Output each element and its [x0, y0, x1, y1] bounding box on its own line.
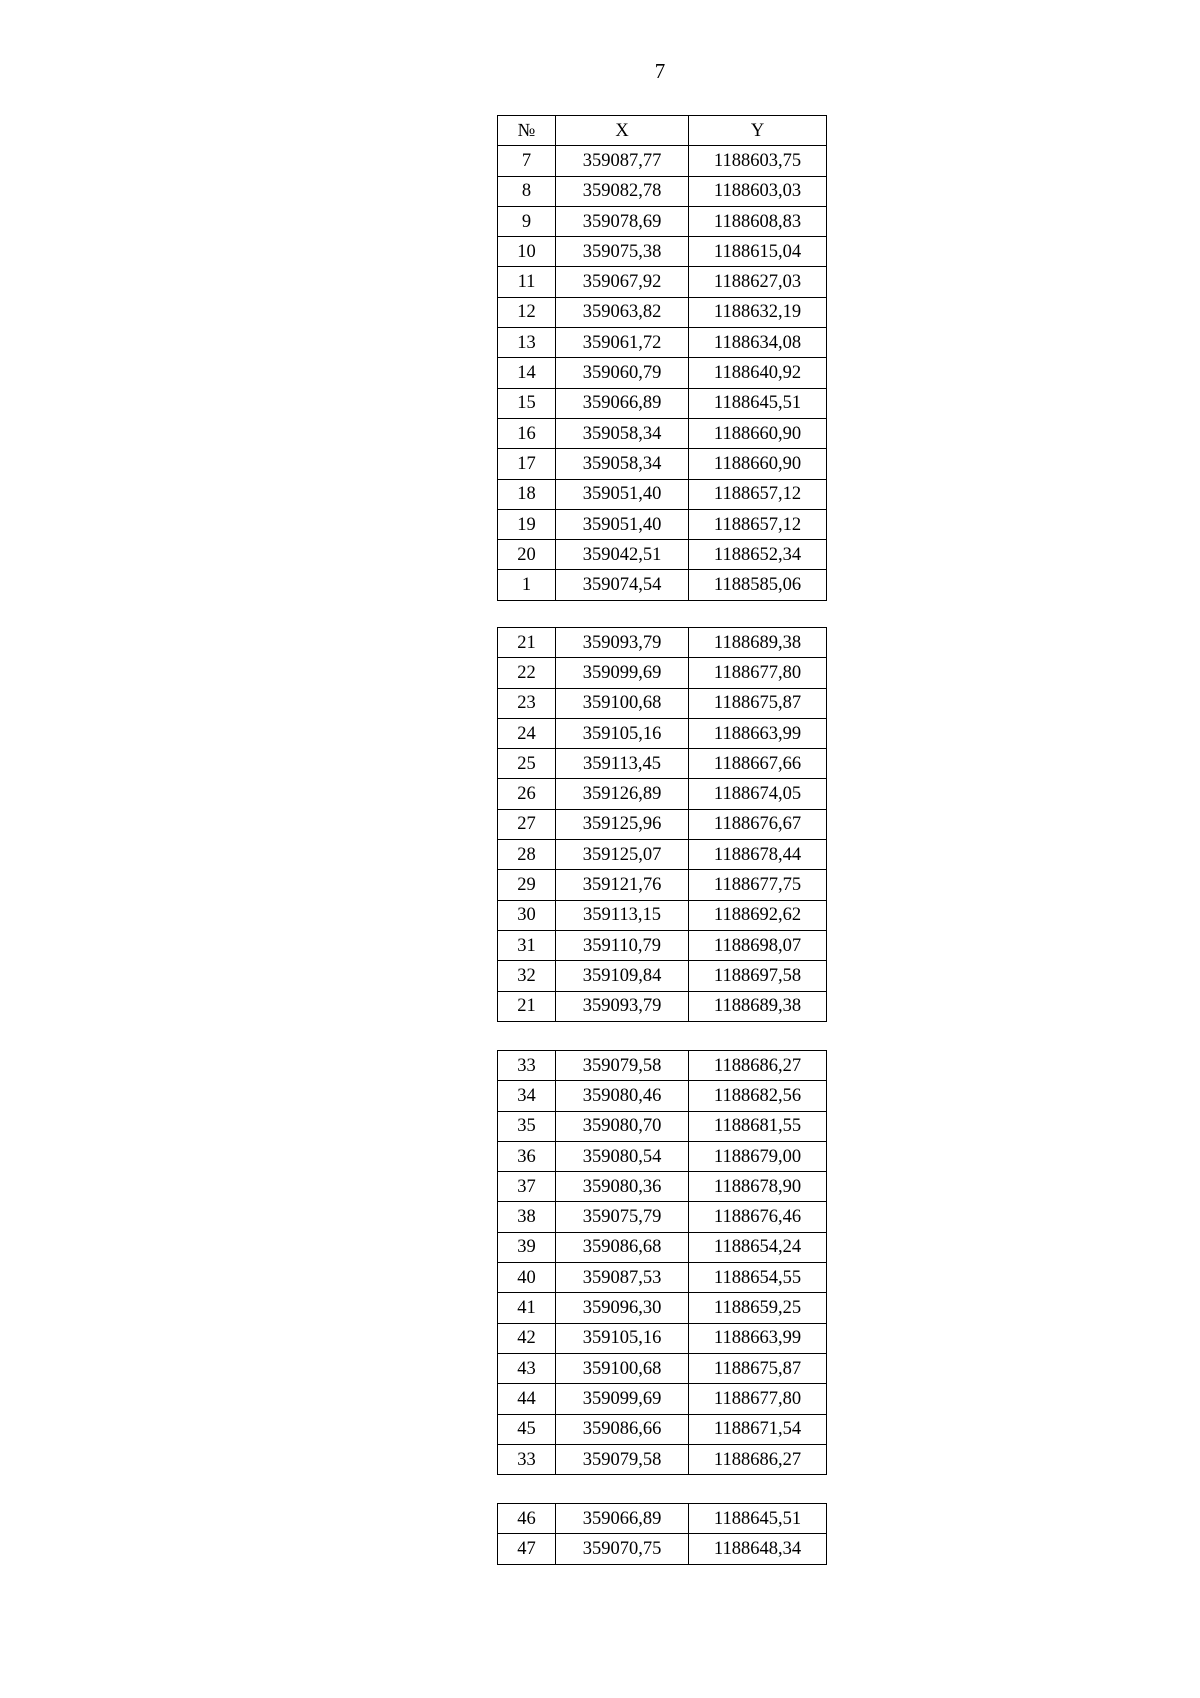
y-coordinate-cell: 1188615,04 [689, 237, 827, 267]
coordinates-table-4 [497, 1503, 827, 1565]
x-coordinate-cell: 359058,34 [556, 418, 689, 448]
x-coordinate-cell: 359087,77 [556, 146, 689, 176]
table-row [498, 297, 827, 327]
y-coordinate-cell: 1188627,03 [689, 267, 827, 297]
x-coordinate-cell: 359093,79 [556, 991, 689, 1021]
y-coordinate-cell: 1188677,80 [689, 658, 827, 688]
point-number-cell: 33 [498, 1444, 556, 1474]
x-coordinate-cell: 359066,89 [556, 388, 689, 418]
y-coordinate-cell: 1188677,80 [689, 1384, 827, 1414]
table-row [498, 900, 827, 930]
x-coordinate-cell: 359109,84 [556, 961, 689, 991]
y-coordinate-cell: 1188681,55 [689, 1111, 827, 1141]
point-number-cell: 38 [498, 1202, 556, 1232]
header-x: X [556, 116, 689, 146]
x-coordinate-cell: 359099,69 [556, 1384, 689, 1414]
table-row [498, 540, 827, 570]
table-row [498, 1051, 827, 1081]
x-coordinate-cell: 359075,79 [556, 1202, 689, 1232]
y-coordinate-cell: 1188682,56 [689, 1081, 827, 1111]
x-coordinate-cell: 359063,82 [556, 297, 689, 327]
point-number-cell: 14 [498, 358, 556, 388]
x-coordinate-cell: 359126,89 [556, 779, 689, 809]
table-row [498, 718, 827, 748]
x-coordinate-cell: 359067,92 [556, 267, 689, 297]
y-coordinate-cell: 1188632,19 [689, 297, 827, 327]
table-body [498, 628, 827, 1022]
header-num: № [498, 116, 556, 146]
table-row [498, 146, 827, 176]
x-coordinate-cell: 359093,79 [556, 628, 689, 658]
x-coordinate-cell: 359080,54 [556, 1141, 689, 1171]
x-coordinate-cell: 359042,51 [556, 540, 689, 570]
x-coordinate-cell: 359080,70 [556, 1111, 689, 1141]
table-row [498, 1384, 827, 1414]
table-row [498, 388, 827, 418]
table-row [498, 1263, 827, 1293]
point-number-cell: 21 [498, 991, 556, 1021]
table-row [498, 237, 827, 267]
point-number-cell: 47 [498, 1534, 556, 1564]
y-coordinate-cell: 1188671,54 [689, 1414, 827, 1444]
y-coordinate-cell: 1188677,75 [689, 870, 827, 900]
table-row [498, 658, 827, 688]
point-number-cell: 16 [498, 418, 556, 448]
y-coordinate-cell: 1188674,05 [689, 779, 827, 809]
point-number-cell: 40 [498, 1263, 556, 1293]
table-row [498, 267, 827, 297]
y-coordinate-cell: 1188660,90 [689, 418, 827, 448]
x-coordinate-cell: 359113,45 [556, 749, 689, 779]
table-row [498, 961, 827, 991]
y-coordinate-cell: 1188689,38 [689, 628, 827, 658]
point-number-cell: 37 [498, 1172, 556, 1202]
point-number-cell: 46 [498, 1504, 556, 1534]
point-number-cell: 43 [498, 1353, 556, 1383]
point-number-cell: 24 [498, 718, 556, 748]
point-number-cell: 26 [498, 779, 556, 809]
table-row [498, 1172, 827, 1202]
table-row [498, 1202, 827, 1232]
y-coordinate-cell: 1188645,51 [689, 388, 827, 418]
point-number-cell: 11 [498, 267, 556, 297]
point-number-cell: 1 [498, 570, 556, 600]
header-y: Y [689, 116, 827, 146]
point-number-cell: 29 [498, 870, 556, 900]
page-number: 7 [654, 59, 666, 83]
table-row [498, 328, 827, 358]
point-number-cell: 19 [498, 509, 556, 539]
table-row [498, 1444, 827, 1474]
y-coordinate-cell: 1188640,92 [689, 358, 827, 388]
x-coordinate-cell: 359125,07 [556, 840, 689, 870]
y-coordinate-cell: 1188648,34 [689, 1534, 827, 1564]
point-number-cell: 31 [498, 930, 556, 960]
x-coordinate-cell: 359110,79 [556, 930, 689, 960]
y-coordinate-cell: 1188585,06 [689, 570, 827, 600]
table-row [498, 1293, 827, 1323]
x-coordinate-cell: 359080,36 [556, 1172, 689, 1202]
y-coordinate-cell: 1188697,58 [689, 961, 827, 991]
point-number-cell: 9 [498, 206, 556, 236]
coordinates-table-2 [497, 627, 827, 1022]
point-number-cell: 12 [498, 297, 556, 327]
point-number-cell: 35 [498, 1111, 556, 1141]
y-coordinate-cell: 1188689,38 [689, 991, 827, 1021]
y-coordinate-cell: 1188686,27 [689, 1051, 827, 1081]
table-body [498, 146, 827, 600]
x-coordinate-cell: 359075,38 [556, 237, 689, 267]
table-row [498, 206, 827, 236]
x-coordinate-cell: 359086,66 [556, 1414, 689, 1444]
y-coordinate-cell: 1188645,51 [689, 1504, 827, 1534]
y-coordinate-cell: 1188652,34 [689, 540, 827, 570]
point-number-cell: 13 [498, 328, 556, 358]
y-coordinate-cell: 1188678,44 [689, 840, 827, 870]
table-row [498, 1111, 827, 1141]
y-coordinate-cell: 1188679,00 [689, 1141, 827, 1171]
x-coordinate-cell: 359060,79 [556, 358, 689, 388]
y-coordinate-cell: 1188603,03 [689, 176, 827, 206]
point-number-cell: 7 [498, 146, 556, 176]
table-row [498, 1504, 827, 1534]
y-coordinate-cell: 1188692,62 [689, 900, 827, 930]
y-coordinate-cell: 1188634,08 [689, 328, 827, 358]
y-coordinate-cell: 1188676,67 [689, 809, 827, 839]
table-row [498, 749, 827, 779]
point-number-cell: 10 [498, 237, 556, 267]
x-coordinate-cell: 359080,46 [556, 1081, 689, 1111]
y-coordinate-cell: 1188676,46 [689, 1202, 827, 1232]
table-row [498, 779, 827, 809]
table-row [498, 570, 827, 600]
table-row [498, 418, 827, 448]
point-number-cell: 17 [498, 449, 556, 479]
x-coordinate-cell: 359079,58 [556, 1444, 689, 1474]
table-row [498, 1081, 827, 1111]
table-header-row [498, 116, 827, 146]
table-row [498, 688, 827, 718]
x-coordinate-cell: 359113,15 [556, 900, 689, 930]
table-row [498, 840, 827, 870]
table-row [498, 479, 827, 509]
point-number-cell: 45 [498, 1414, 556, 1444]
table-row [498, 930, 827, 960]
x-coordinate-cell: 359105,16 [556, 718, 689, 748]
y-coordinate-cell: 1188654,24 [689, 1232, 827, 1262]
point-number-cell: 18 [498, 479, 556, 509]
table-row [498, 176, 827, 206]
table-row [498, 809, 827, 839]
point-number-cell: 34 [498, 1081, 556, 1111]
x-coordinate-cell: 359100,68 [556, 1353, 689, 1383]
table-row [498, 991, 827, 1021]
y-coordinate-cell: 1188603,75 [689, 146, 827, 176]
y-coordinate-cell: 1188675,87 [689, 688, 827, 718]
y-coordinate-cell: 1188667,66 [689, 749, 827, 779]
point-number-cell: 41 [498, 1293, 556, 1323]
table-row [498, 1323, 827, 1353]
point-number-cell: 25 [498, 749, 556, 779]
y-coordinate-cell: 1188663,99 [689, 718, 827, 748]
point-number-cell: 27 [498, 809, 556, 839]
coordinates-table-1 [497, 115, 827, 601]
y-coordinate-cell: 1188686,27 [689, 1444, 827, 1474]
table-row [498, 1232, 827, 1262]
x-coordinate-cell: 359078,69 [556, 206, 689, 236]
point-number-cell: 23 [498, 688, 556, 718]
y-coordinate-cell: 1188657,12 [689, 479, 827, 509]
point-number-cell: 44 [498, 1384, 556, 1414]
coordinates-table-3 [497, 1050, 827, 1475]
x-coordinate-cell: 359051,40 [556, 509, 689, 539]
point-number-cell: 20 [498, 540, 556, 570]
point-number-cell: 22 [498, 658, 556, 688]
x-coordinate-cell: 359079,58 [556, 1051, 689, 1081]
y-coordinate-cell: 1188698,07 [689, 930, 827, 960]
table-body [498, 1504, 827, 1565]
y-coordinate-cell: 1188608,83 [689, 206, 827, 236]
table-row [498, 1141, 827, 1171]
y-coordinate-cell: 1188663,99 [689, 1323, 827, 1353]
x-coordinate-cell: 359105,16 [556, 1323, 689, 1353]
table-row [498, 870, 827, 900]
x-coordinate-cell: 359058,34 [556, 449, 689, 479]
x-coordinate-cell: 359121,76 [556, 870, 689, 900]
point-number-cell: 28 [498, 840, 556, 870]
point-number-cell: 42 [498, 1323, 556, 1353]
table-row [498, 1414, 827, 1444]
point-number-cell: 33 [498, 1051, 556, 1081]
table-body [498, 1051, 827, 1475]
x-coordinate-cell: 359082,78 [556, 176, 689, 206]
table-row [498, 1353, 827, 1383]
x-coordinate-cell: 359087,53 [556, 1263, 689, 1293]
x-coordinate-cell: 359070,75 [556, 1534, 689, 1564]
x-coordinate-cell: 359096,30 [556, 1293, 689, 1323]
point-number-cell: 36 [498, 1141, 556, 1171]
table-row [498, 449, 827, 479]
x-coordinate-cell: 359099,69 [556, 658, 689, 688]
x-coordinate-cell: 359100,68 [556, 688, 689, 718]
x-coordinate-cell: 359061,72 [556, 328, 689, 358]
table-row [498, 509, 827, 539]
point-number-cell: 15 [498, 388, 556, 418]
y-coordinate-cell: 1188654,55 [689, 1263, 827, 1293]
x-coordinate-cell: 359066,89 [556, 1504, 689, 1534]
y-coordinate-cell: 1188675,87 [689, 1353, 827, 1383]
y-coordinate-cell: 1188657,12 [689, 509, 827, 539]
table-row [498, 628, 827, 658]
y-coordinate-cell: 1188660,90 [689, 449, 827, 479]
x-coordinate-cell: 359086,68 [556, 1232, 689, 1262]
y-coordinate-cell: 1188678,90 [689, 1172, 827, 1202]
x-coordinate-cell: 359125,96 [556, 809, 689, 839]
point-number-cell: 39 [498, 1232, 556, 1262]
point-number-cell: 8 [498, 176, 556, 206]
x-coordinate-cell: 359074,54 [556, 570, 689, 600]
point-number-cell: 30 [498, 900, 556, 930]
table-row [498, 358, 827, 388]
y-coordinate-cell: 1188659,25 [689, 1293, 827, 1323]
point-number-cell: 21 [498, 628, 556, 658]
table-row [498, 1534, 827, 1564]
x-coordinate-cell: 359051,40 [556, 479, 689, 509]
point-number-cell: 32 [498, 961, 556, 991]
